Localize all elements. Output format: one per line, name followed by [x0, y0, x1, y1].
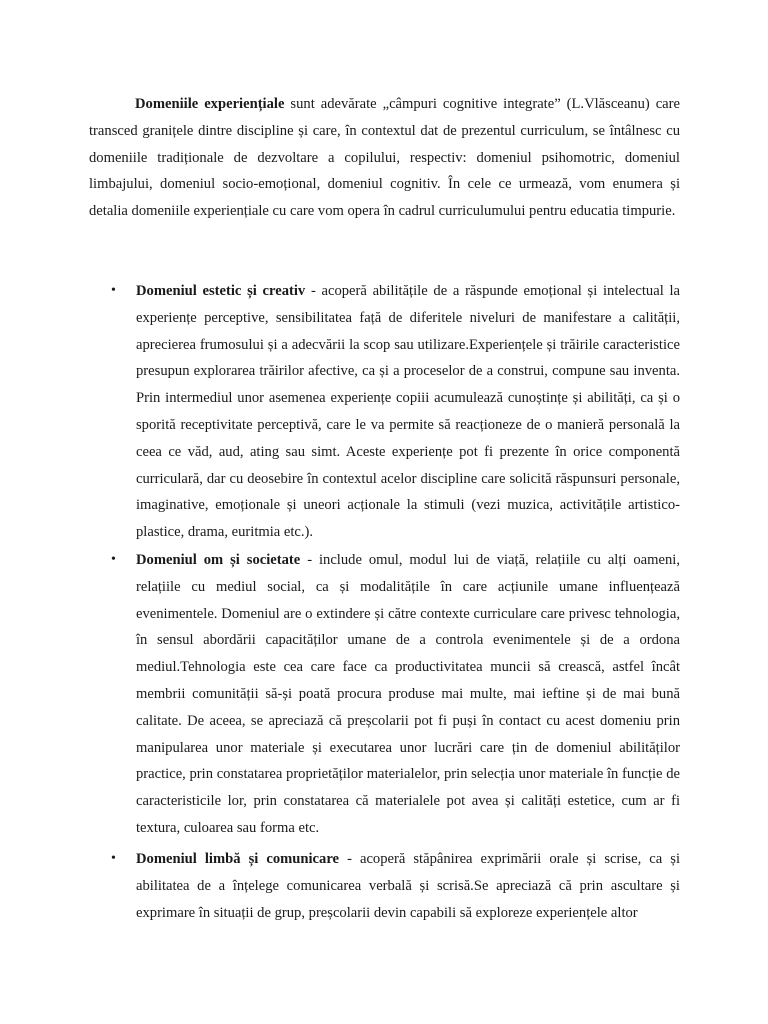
bullet-text: - acoperă stăpânirea exprimării orale și scrise, ca și abilitatea de a înțelege comunicarea verbală și scrisă.Se apreciază că prin ascultare și exprimare în situații de grup, preșcolarii devin capabili să exploreze experiențele altor	[136, 851, 680, 921]
domain-bullet-list	[89, 278, 680, 926]
bullet-icon: •	[111, 552, 116, 567]
intro-text: sunt adevărate „câmpuri cognitive integrate” (L.Vlăsceanu) care transced granițele dintre discipline și care, în contextul dat de prezentul curriculum, se întâlnesc cu domeniile tradiționale de dezvoltare a copilului, respectiv: domeniul psihomotric, domeniul limbajului, domeniul socio-emoțional, domeniul cognitiv. În cele ce urmează, vom enumera și detalia domeniile experiențiale cu care vom opera în cadrul curriculumului pentru educatia timpurie.	[89, 96, 680, 220]
bullet-om-societate	[89, 547, 680, 846]
bullet-title: Domeniul om și societate	[136, 552, 301, 568]
bullet-estetic-creativ	[89, 278, 680, 547]
bullet-text: - include omul, modul lui de viață, relațiile cu alți oameni, relațiile cu mediul social, ca și modalitățile în care acțiunile umane influențează evenimentele. Domeniul are o extindere și către contexte curriculare care privesc tehnologia, în sensul abordării capacităților umane de a controla evenimentele și de a ordona mediul.Tehnologia este cea care face ca productivitatea muncii să crească, astfel încât membrii comunității să-și poată procura produse mai multe, mai ieftine și de mai bună calitate. De aceea, se apreciază că preșcolarii pot fi puși în contact cu acest domeniu prin manipularea unor materiale și executarea unor lucrări care țin de domeniul abilităților practice, prin constatarea proprietăților materialelor, prin selecția unor materiale în funcție de caracteristicile lor, prin constatarea că materialele pot avea și calități estetice, cum ar fi textura, culoarea sau forma etc.	[136, 552, 680, 836]
intro-paragraph	[89, 91, 680, 225]
bullet-title: Domeniul estetic și creativ	[136, 283, 306, 299]
bullet-title: Domeniul limbă și comunicare	[136, 851, 340, 867]
intro-bold-lead: Domeniile experiențiale	[135, 96, 285, 112]
bullet-icon: •	[111, 851, 116, 866]
bullet-text: - acoperă abilitățile de a răspunde emoțional și intelectual la experiențe perceptive, sensibilitatea față de diferitele niveluri de manifestare a calității, aprecierea frumosului și a adecvării la scop sau utilizare.Experiențele și trăirile caracteristice presupun explorarea trăirilor afective, ca și a proceselor de a construi, compune sau inventa. Prin intermediul unor asemenea experiențe copiii acumulează cunoștințe și abilități, ca și o sporită receptivitate perceptivă, care le va permite să reacționeze de o manieră personală la ceea ce văd, aud, ating sau simt. Aceste experiențe pot fi prezente în orice componentă curriculară, dar cu deosebire în contextul acelor discipline care solicită răspunsuri personale, imaginative, emoționale și uneori acționale la stimuli (vezi muzica, activitățile artistico-plastice, drama, euritmia etc.).	[136, 283, 680, 541]
bullet-icon: •	[111, 283, 116, 298]
bullet-limba-comunicare	[89, 846, 680, 926]
